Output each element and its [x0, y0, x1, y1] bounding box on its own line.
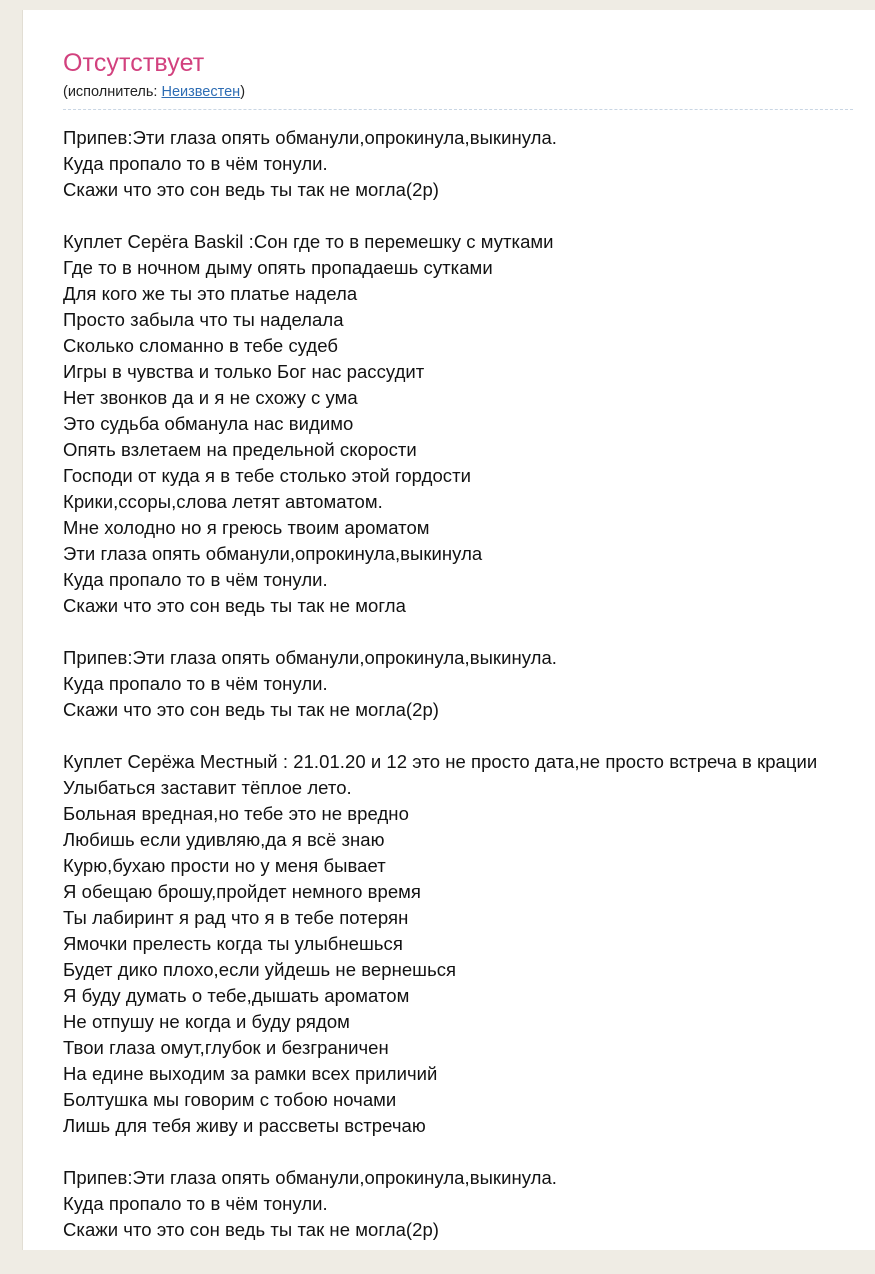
lyric-line: Куплет Серёжа Местный : 21.01.20 и 12 это не просто дата,не просто встреча в крации — [63, 751, 818, 772]
lyric-line: Эти глаза опять обманули,опрокинула,выкинула — [63, 543, 483, 564]
lyric-line: Я обещаю брошу,пройдет немного время — [63, 881, 421, 902]
lyric-line: Я буду думать о тебе,дышать ароматом — [63, 985, 410, 1006]
artist-suffix-label: ) — [240, 84, 246, 100]
lyric-line: Куда пропало то в чём тонули. — [63, 569, 328, 590]
lyric-line: Лишь для тебя живу и рассветы встречаю — [63, 1115, 426, 1136]
lyric-line: Любишь если удивляю,да я всё знаю — [63, 829, 385, 850]
lyric-line: Куда пропало то в чём тонули. — [63, 1193, 328, 1214]
page-title: Отсутствует — [63, 49, 205, 77]
lyrics-content — [63, 48, 863, 1243]
lyric-line: Мне холодно но я греюсь твоим ароматом — [63, 517, 430, 538]
lyric-line: Опять взлетаем на предельной скорости — [63, 439, 417, 460]
lyrics-sheet — [22, 10, 875, 1250]
lyric-line: Просто забыла что ты наделала — [63, 309, 344, 330]
lyric-blank-line — [63, 723, 863, 749]
artist-link[interactable]: Неизвестен — [161, 84, 241, 100]
lyric-line: На едине выходим за рамки всех приличий — [63, 1063, 438, 1084]
lyric-line: Ямочки прелесть когда ты улыбнешься — [63, 933, 403, 954]
lyric-line: Припев:Эти глаза опять обманули,опрокинула,выкинула. — [63, 127, 557, 148]
artist-line — [63, 84, 853, 110]
lyric-line: Припев:Эти глаза опять обманули,опрокинула,выкинула. — [63, 647, 557, 668]
lyric-line: Игры в чувства и только Бог нас рассудит — [63, 361, 425, 382]
lyric-line: Это судьба обманула нас видимо — [63, 413, 354, 434]
lyric-line: Куплет Серёга Baskil :Сон где то в перемешку с мутками — [63, 231, 554, 252]
lyric-line: Скажи что это сон ведь ты так не могла(2р) — [63, 179, 440, 200]
lyrics-text — [63, 125, 863, 1243]
lyric-line: Для кого же ты это платье надела — [63, 283, 358, 304]
lyric-line: Твои глаза омут,глубок и безграничен — [63, 1037, 389, 1058]
lyric-line: Господи от куда я в тебе столько этой гордости — [63, 465, 471, 486]
lyric-blank-line — [63, 619, 863, 645]
lyric-line: Нет звонков да и я не схожу с ума — [63, 387, 358, 408]
lyric-blank-line — [63, 203, 863, 229]
lyric-line: Скажи что это сон ведь ты так не могла(2р) — [63, 1219, 440, 1240]
lyric-line: Будет дико плохо,если уйдешь не вернешься — [63, 959, 457, 980]
lyric-line: Курю,бухаю прости но у меня бывает — [63, 855, 386, 876]
lyric-line: Сколько сломанно в тебе судеб — [63, 335, 339, 356]
lyric-line: Скажи что это сон ведь ты так не могла(2р) — [63, 699, 440, 720]
lyric-line: Куда пропало то в чём тонули. — [63, 673, 328, 694]
lyric-line: Где то в ночном дыму опять пропадаешь сутками — [63, 257, 493, 278]
lyric-line: Не отпушу не когда и буду рядом — [63, 1011, 350, 1032]
lyric-line: Больная вредная,но тебе это не вредно — [63, 803, 409, 824]
lyric-line: Скажи что это сон ведь ты так не могла — [63, 595, 406, 616]
lyric-line: Болтушка мы говорим с тобою ночами — [63, 1089, 397, 1110]
lyric-line: Крики,ссоры,слова летят автоматом. — [63, 491, 383, 512]
lyric-line: Ты лабиринт я рад что я в тебе потерян — [63, 907, 409, 928]
lyric-line: Куда пропало то в чём тонули. — [63, 153, 328, 174]
lyric-line: Припев:Эти глаза опять обманули,опрокинула,выкинула. — [63, 1167, 557, 1188]
lyric-line: Улыбаться заставит тёплое лето. — [63, 777, 352, 798]
artist-prefix-label: (исполнитель: — [63, 84, 162, 100]
lyric-blank-line — [63, 1139, 863, 1165]
